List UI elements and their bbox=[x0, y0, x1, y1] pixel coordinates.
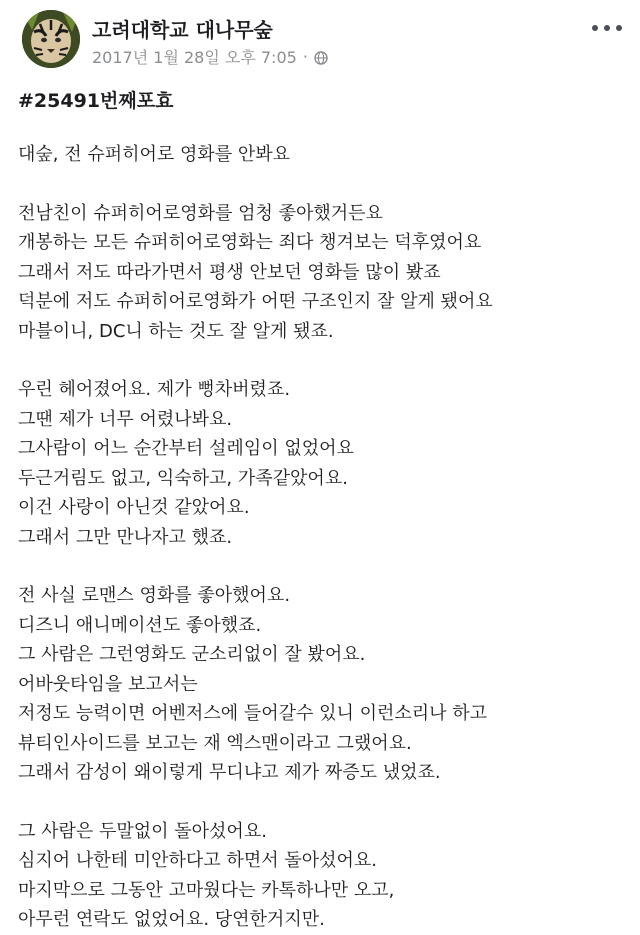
post-line: 그래서 감성이 왜이렇게 무디냐고 제가 짜증도 냈었죠. bbox=[18, 762, 441, 783]
post-meta bbox=[92, 45, 328, 68]
post-line: 심지어 나한테 미안하다고 하면서 돌아섰어요. bbox=[18, 850, 377, 871]
post-line: 덕분에 저도 슈퍼히어로영화가 어떤 구조인지 잘 알게 됐어요 bbox=[18, 291, 493, 312]
post-line: 그래서 저도 따라가면서 평생 안보던 영화들 많이 봤죠 bbox=[18, 261, 441, 283]
post-hashtag[interactable]: #25491번째포효 bbox=[18, 90, 174, 112]
globe-icon[interactable] bbox=[314, 50, 328, 64]
post-body bbox=[18, 84, 628, 935]
post-line: 두근거림도 없고, 익숙하고, 가족같았어요. bbox=[18, 467, 348, 489]
post-line: 저정도 능력이면 어벤저스에 들어갈수 있니 이런소리나 하고 bbox=[18, 703, 488, 724]
post-line: 이건 사랑이 아닌것 같았어요. bbox=[18, 497, 250, 518]
post-line: 뷰티인사이드를 보고는 재 엑스맨이라고 그랬어요. bbox=[18, 732, 412, 754]
post-line: 그사람이 어느 순간부터 설레임이 없었어요 bbox=[18, 438, 354, 459]
post-line: 그 사람은 두말없이 돌아섰어요. bbox=[18, 820, 267, 842]
post-date[interactable]: 2017년 1월 28일 오후 7:05 bbox=[92, 48, 297, 67]
page-name[interactable]: 고려대학교 대나무숲 bbox=[92, 18, 273, 42]
meta-separator: · bbox=[302, 47, 308, 66]
paragraph-2 bbox=[18, 199, 628, 347]
post-line: 마블이니, DC니 하는 것도 잘 알게 됐죠. bbox=[18, 320, 334, 342]
tiger-avatar-icon[interactable] bbox=[22, 10, 80, 68]
post-line: 아무런 연락도 없었어요. 당연한거지만. bbox=[18, 909, 325, 930]
paragraph-4 bbox=[18, 581, 628, 788]
post-line: 전남친이 슈퍼히어로영화를 엄청 좋아했거든요 bbox=[18, 202, 383, 224]
post-line: 마지막으로 그동안 고마웠다는 카톡하나만 오고, bbox=[18, 879, 395, 901]
post-line: 어바웃타임을 보고서는 bbox=[18, 673, 198, 695]
paragraph-5 bbox=[18, 817, 628, 935]
paragraph-1 bbox=[18, 140, 628, 170]
post-line: 그땐 제가 너무 어렸나봐요. bbox=[18, 408, 233, 430]
post-line: 대숲, 전 슈퍼히어로 영화를 안봐요 bbox=[18, 144, 291, 165]
post-line: 그래서 그만 만나자고 했죠. bbox=[18, 526, 233, 548]
post-line: 그 사람은 그런영화도 군소리없이 잘 봤어요. bbox=[18, 644, 366, 665]
post-header bbox=[0, 0, 640, 84]
paragraph-3 bbox=[18, 375, 628, 552]
post-line: 개봉하는 모든 슈퍼히어로영화는 죄다 챙겨보는 덕후였어요 bbox=[18, 232, 482, 253]
post-line: 디즈니 애니메이션도 좋아했죠. bbox=[18, 614, 262, 636]
post-line: 전 사실 로맨스 영화를 좋아했어요. bbox=[18, 585, 291, 606]
post-line: 우린 헤어졌어요. 제가 뻥차버렸죠. bbox=[18, 379, 291, 400]
more-horizontal-icon[interactable] bbox=[592, 18, 622, 38]
